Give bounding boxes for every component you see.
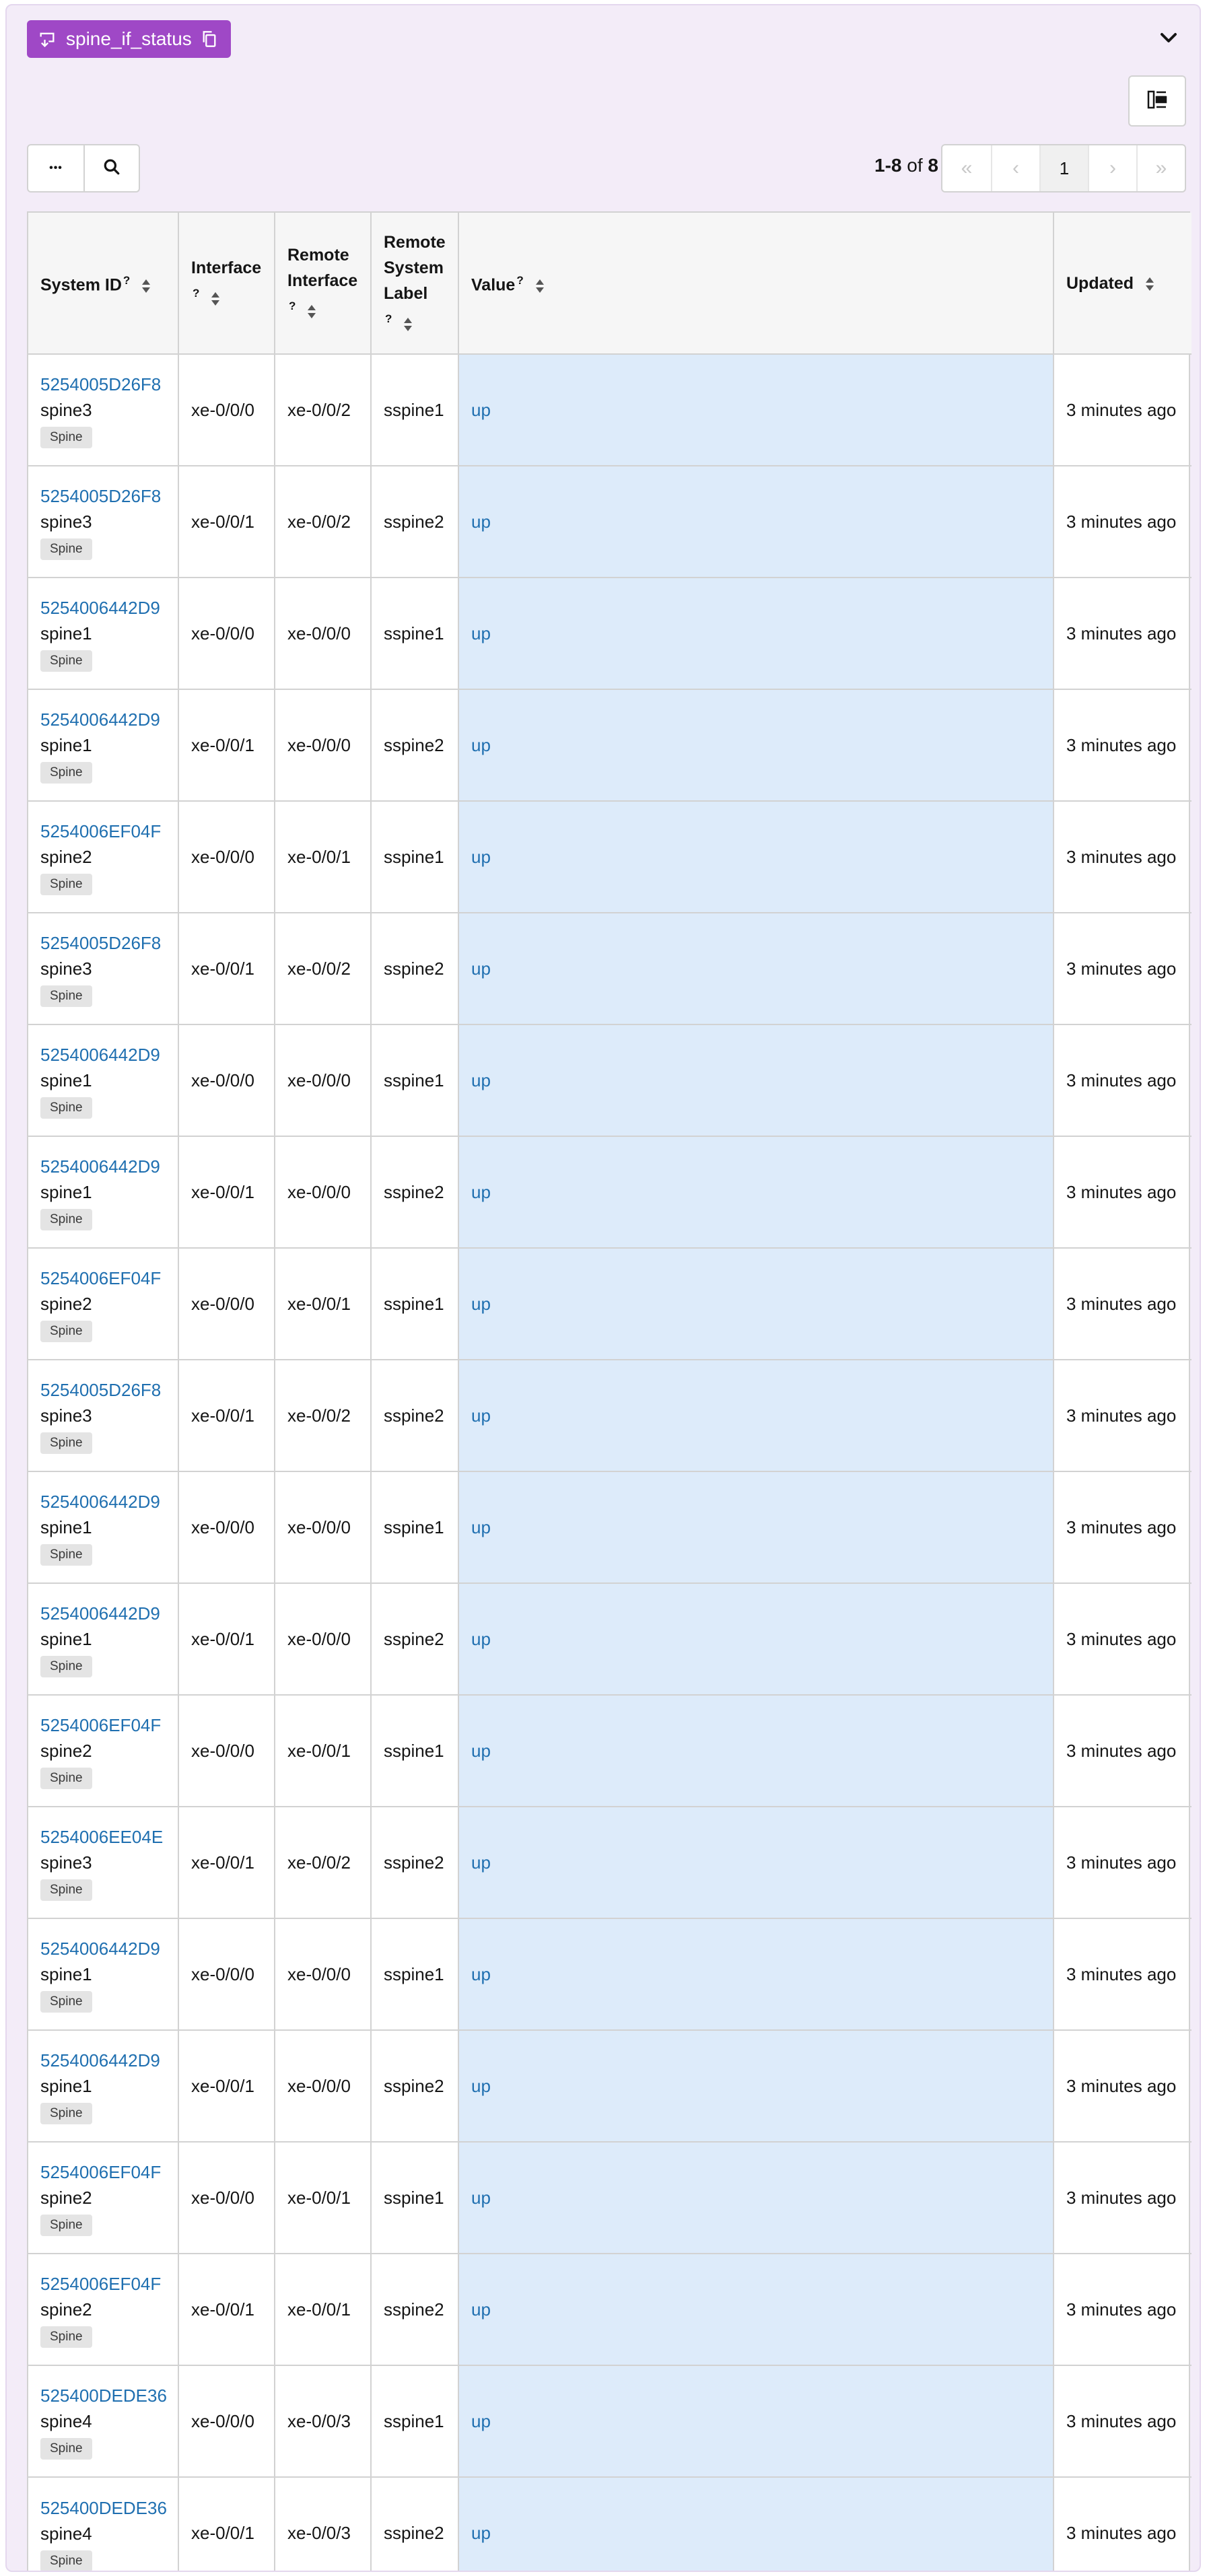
cell-remote-interface: xe-0/0/2 — [275, 1807, 371, 1918]
cell-updated: 3 minutes ago — [1053, 689, 1191, 801]
system-id-link[interactable]: 5254006EE04E — [40, 1827, 164, 1847]
cell-remote-interface: xe-0/0/0 — [275, 1918, 371, 2030]
column-label: Remote System Label — [384, 233, 446, 304]
pagination-range: 1-8 — [874, 155, 902, 176]
column-header-system-id[interactable] — [28, 213, 178, 354]
cell-updated: 3 minutes ago — [1053, 1583, 1191, 1695]
cell-value — [458, 2365, 1053, 2477]
cell-value — [458, 1807, 1053, 1918]
column-label: Updated — [1066, 273, 1134, 293]
cell-value — [458, 2030, 1053, 2142]
cell-value — [458, 689, 1053, 801]
help-icon[interactable]: ? — [385, 312, 392, 326]
sort-icon[interactable] — [141, 279, 151, 293]
cell-interface: xe-0/0/1 — [178, 913, 275, 1024]
cell-interface: xe-0/0/0 — [178, 1471, 275, 1583]
pagination-total: 8 — [928, 155, 938, 176]
cell-system — [28, 354, 178, 466]
cell-remote-interface: xe-0/0/1 — [275, 1695, 371, 1807]
cell-remote-system-label: sspine1 — [371, 354, 458, 466]
cell-interface: xe-0/0/1 — [178, 689, 275, 801]
value-link[interactable]: up — [471, 1517, 491, 1537]
role-badge: Spine — [40, 2215, 92, 2236]
cell-remote-system-label: sspine2 — [371, 913, 458, 1024]
last-page-button[interactable]: » — [1136, 145, 1185, 191]
column-label: Value — [471, 275, 516, 295]
cell-remote-interface: xe-0/0/2 — [275, 354, 371, 466]
cell-updated: 3 minutes ago — [1053, 801, 1191, 913]
cell-remote-system-label: sspine2 — [371, 1583, 458, 1695]
cell-updated: 3 minutes ago — [1053, 1918, 1191, 2030]
cell-system — [28, 2254, 178, 2365]
sort-icon[interactable] — [307, 304, 316, 319]
table-row — [28, 913, 1191, 1024]
current-page-button[interactable]: 1 — [1039, 145, 1088, 191]
sort-icon[interactable] — [535, 279, 545, 293]
cell-remote-interface: xe-0/0/2 — [275, 1360, 371, 1471]
system-id-link[interactable]: 5254006442D9 — [40, 1603, 160, 1624]
system-name: spine2 — [40, 2188, 92, 2208]
cell-remote-system-label: sspine2 — [371, 1136, 458, 1248]
prev-page-button[interactable]: ‹ — [991, 145, 1039, 191]
column-header-remote-interface[interactable] — [275, 213, 371, 354]
value-link[interactable]: up — [471, 958, 491, 979]
cell-interface: xe-0/0/0 — [178, 1024, 275, 1136]
search-icon — [103, 158, 120, 179]
cell-interface: xe-0/0/1 — [178, 1583, 275, 1695]
table-row — [28, 1695, 1191, 1807]
value-link[interactable]: up — [471, 2187, 491, 2208]
cell-value — [458, 354, 1053, 466]
cell-updated: 3 minutes ago — [1053, 1471, 1191, 1583]
value-link[interactable]: up — [471, 2299, 491, 2320]
role-badge: Spine — [40, 1656, 92, 1677]
system-name: spine1 — [40, 1517, 92, 1537]
cell-updated: 3 minutes ago — [1053, 578, 1191, 689]
cell-updated: 3 minutes ago — [1053, 466, 1191, 578]
role-badge: Spine — [40, 1991, 92, 2013]
sort-icon[interactable] — [1145, 277, 1154, 291]
cell-remote-interface: xe-0/0/0 — [275, 2030, 371, 2142]
pagination-summary — [874, 155, 938, 176]
cell-remote-interface: xe-0/0/0 — [275, 1024, 371, 1136]
value-link[interactable]: up — [471, 1628, 491, 1649]
cell-value — [458, 1024, 1053, 1136]
system-name: spine2 — [40, 1294, 92, 1314]
cell-value — [458, 578, 1053, 689]
system-id-link[interactable]: 5254005D26F8 — [40, 374, 162, 394]
column-header-value[interactable] — [458, 213, 1053, 354]
cell-remote-interface: xe-0/0/1 — [275, 801, 371, 913]
cell-remote-system-label: sspine1 — [371, 1471, 458, 1583]
collapse-button[interactable] — [1154, 24, 1183, 54]
system-id-link[interactable]: 5254006442D9 — [40, 709, 160, 730]
value-link[interactable]: up — [471, 1740, 491, 1761]
copy-icon[interactable] — [201, 30, 217, 48]
cell-value — [458, 2477, 1053, 2572]
sort-icon[interactable] — [211, 291, 220, 306]
system-id-link[interactable]: 5254006EF04F — [40, 2162, 162, 2182]
table-row — [28, 1360, 1191, 1471]
value-link[interactable]: up — [471, 2075, 491, 2096]
cell-interface: xe-0/0/0 — [178, 354, 275, 466]
widget-title: spine_if_status — [66, 28, 192, 49]
cell-interface: xe-0/0/1 — [178, 2254, 275, 2365]
value-link[interactable]: up — [471, 1852, 491, 1873]
system-name: spine3 — [40, 1405, 92, 1426]
cell-remote-interface: xe-0/0/0 — [275, 689, 371, 801]
system-name: spine2 — [40, 847, 92, 867]
cell-updated: 3 minutes ago — [1053, 2030, 1191, 2142]
cell-system — [28, 1248, 178, 1360]
cell-system — [28, 2030, 178, 2142]
system-id-link[interactable]: 5254006EF04F — [40, 821, 162, 841]
table-row — [28, 1024, 1191, 1136]
cell-value — [458, 801, 1053, 913]
table-toolbar — [27, 144, 140, 193]
table-row — [28, 1136, 1191, 1248]
cell-remote-interface: xe-0/0/1 — [275, 1248, 371, 1360]
column-label: System ID — [40, 275, 122, 295]
cell-value — [458, 913, 1053, 1024]
cell-remote-system-label: sspine1 — [371, 1024, 458, 1136]
cell-remote-system-label: sspine1 — [371, 578, 458, 689]
system-id-link[interactable]: 5254006442D9 — [40, 1045, 160, 1065]
cell-remote-system-label: sspine1 — [371, 801, 458, 913]
export-icon — [38, 30, 57, 48]
cell-system — [28, 1024, 178, 1136]
help-icon[interactable]: ? — [289, 300, 296, 313]
system-name: spine1 — [40, 623, 92, 643]
role-badge: Spine — [40, 874, 92, 895]
table-row — [28, 2142, 1191, 2254]
cell-value — [458, 1918, 1053, 2030]
table-row — [28, 1918, 1191, 2030]
cell-value — [458, 2142, 1053, 2254]
system-name: spine4 — [40, 2411, 92, 2431]
role-badge: Spine — [40, 985, 92, 1007]
value-link[interactable]: up — [471, 2410, 491, 2431]
system-name: spine3 — [40, 512, 92, 532]
layout-icon — [1147, 90, 1167, 112]
sort-icon[interactable] — [403, 317, 413, 332]
cell-interface: xe-0/0/1 — [178, 2477, 275, 2572]
more-label: ••• — [49, 162, 63, 174]
cell-system — [28, 1695, 178, 1807]
data-table — [27, 211, 1190, 2572]
cell-remote-interface: xe-0/0/2 — [275, 913, 371, 1024]
system-name: spine1 — [40, 1070, 92, 1090]
cell-value — [458, 1695, 1053, 1807]
value-link[interactable]: up — [471, 1070, 491, 1090]
cell-remote-system-label: sspine2 — [371, 1807, 458, 1918]
cell-system — [28, 2477, 178, 2572]
cell-updated: 3 minutes ago — [1053, 1024, 1191, 1136]
system-name: spine2 — [40, 1741, 92, 1761]
cell-updated: 3 minutes ago — [1053, 1807, 1191, 1918]
table-row — [28, 801, 1191, 913]
column-label: Remote Interface — [287, 246, 358, 291]
system-name: spine1 — [40, 2076, 92, 2096]
more-options-button[interactable] — [28, 145, 83, 191]
cell-remote-system-label: sspine2 — [371, 2254, 458, 2365]
system-name: spine2 — [40, 2299, 92, 2320]
system-id-link[interactable]: 5254006EF04F — [40, 2274, 162, 2294]
table-row — [28, 354, 1191, 466]
role-badge: Spine — [40, 1768, 92, 1789]
layout-toggle-button[interactable] — [1128, 75, 1186, 127]
cell-updated: 3 minutes ago — [1066, 2523, 1177, 2543]
role-badge: Spine — [40, 762, 92, 784]
cell-remote-interface: xe-0/0/0 — [275, 1471, 371, 1583]
system-id-link[interactable]: 525400DEDE36 — [40, 2497, 167, 2518]
cell-remote-interface: xe-0/0/1 — [275, 2142, 371, 2254]
column-header-remote-system-label[interactable] — [371, 213, 458, 354]
column-header-updated[interactable] — [1053, 213, 1191, 354]
cell-interface: xe-0/0/0 — [178, 1248, 275, 1360]
value-link[interactable]: up — [471, 1405, 491, 1426]
cell-interface: xe-0/0/1 — [178, 1136, 275, 1248]
cell-updated: 3 minutes ago — [1053, 1248, 1191, 1360]
table-row — [28, 578, 1191, 689]
cell-remote-system-label: sspine1 — [371, 1695, 458, 1807]
cell-remote-interface: xe-0/0/3 — [275, 2365, 371, 2477]
cell-system — [28, 1136, 178, 1248]
widget-title-chip[interactable] — [27, 20, 231, 58]
role-badge: Spine — [40, 2438, 92, 2460]
cell-system — [28, 1583, 178, 1695]
cell-remote-system-label: sspine1 — [371, 2365, 458, 2477]
cell-system — [28, 1471, 178, 1583]
value-link[interactable]: up — [471, 734, 491, 755]
cell-remote-interface: xe-0/0/0 — [275, 578, 371, 689]
system-id-link[interactable]: 5254006442D9 — [40, 598, 160, 618]
system-name: spine3 — [40, 1852, 92, 1873]
system-id-link[interactable]: 5254005D26F8 — [40, 933, 162, 953]
role-badge: Spine — [40, 2103, 92, 2124]
value-link[interactable]: up — [471, 511, 491, 532]
role-badge: Spine — [40, 1432, 92, 1454]
cell-remote-system-label: sspine2 — [371, 466, 458, 578]
table-row — [28, 2030, 1191, 2142]
cell-interface: xe-0/0/1 — [178, 1360, 275, 1471]
table-row — [28, 689, 1191, 801]
table-row — [28, 1471, 1191, 1583]
search-button[interactable] — [83, 145, 139, 191]
role-badge: Spine — [40, 1321, 92, 1342]
value-link[interactable]: up — [471, 1963, 491, 1984]
cell-updated: 3 minutes ago — [1053, 2142, 1191, 2254]
cell-updated: 3 minutes ago — [1053, 354, 1191, 466]
column-header-interface[interactable] — [178, 213, 275, 354]
cell-remote-system-label: sspine2 — [371, 1360, 458, 1471]
system-id-link[interactable]: 5254005D26F8 — [40, 486, 162, 506]
table-body — [28, 354, 1191, 2572]
value-link[interactable]: up — [471, 623, 491, 643]
system-id-link[interactable]: 5254006EF04F — [40, 1715, 162, 1735]
cell-interface: xe-0/0/0 — [178, 578, 275, 689]
role-badge: Spine — [40, 2326, 92, 2348]
cell-value — [458, 1471, 1053, 1583]
cell-remote-interface: xe-0/0/2 — [275, 466, 371, 578]
value-link[interactable]: up — [471, 846, 491, 867]
system-id-link[interactable]: 5254005D26F8 — [40, 1380, 162, 1400]
cell-system — [28, 578, 178, 689]
widget-panel — [5, 4, 1201, 2572]
help-icon[interactable]: ? — [516, 274, 524, 287]
cell-remote-interface: xe-0/0/0 — [275, 1136, 371, 1248]
table-row — [28, 1248, 1191, 1360]
cell-interface: xe-0/0/0 — [178, 2365, 275, 2477]
role-badge: Spine — [40, 650, 92, 672]
table-row — [28, 466, 1191, 578]
cell-remote-system-label: sspine2 — [371, 2477, 458, 2572]
cell-system — [28, 1918, 178, 2030]
system-name: spine1 — [40, 735, 92, 755]
role-badge: Spine — [40, 1209, 92, 1230]
cell-remote-system-label: sspine2 — [371, 689, 458, 801]
system-id-link[interactable]: 525400DEDE36 — [40, 2386, 167, 2406]
cell-value — [458, 1248, 1053, 1360]
table-row — [28, 2365, 1191, 2477]
cell-updated: 3 minutes ago — [1053, 2254, 1191, 2365]
cell-value — [458, 1360, 1053, 1471]
cell-remote-interface: xe-0/0/3 — [275, 2477, 371, 2572]
role-badge: Spine — [40, 427, 92, 448]
help-icon[interactable]: ? — [123, 274, 131, 287]
system-id-link[interactable]: 5254006442D9 — [40, 1939, 160, 1959]
chevron-down-icon — [1160, 32, 1177, 47]
cell-system — [28, 466, 178, 578]
table-row — [28, 1583, 1191, 1695]
system-id-link[interactable]: 5254006442D9 — [40, 2050, 160, 2070]
role-badge: Spine — [40, 1544, 92, 1566]
cell-system — [28, 2365, 178, 2477]
system-name: spine3 — [40, 400, 92, 420]
pagination-controls — [941, 144, 1186, 193]
cell-remote-system-label: sspine1 — [371, 1918, 458, 2030]
pagination-of: of — [907, 155, 923, 176]
cell-remote-interface: xe-0/0/0 — [275, 1583, 371, 1695]
system-id-link[interactable]: 5254006442D9 — [40, 1156, 160, 1177]
role-badge: Spine — [40, 1097, 92, 1119]
cell-interface: xe-0/0/0 — [178, 2142, 275, 2254]
cell-remote-interface: xe-0/0/1 — [275, 2254, 371, 2365]
role-badge: Spine — [40, 2550, 92, 2572]
system-name: spine4 — [40, 2523, 92, 2544]
table-row — [28, 2477, 1191, 2572]
cell-value — [458, 2254, 1053, 2365]
cell-system — [28, 689, 178, 801]
cell-updated: 3 minutes ago — [1053, 1360, 1191, 1471]
cell-updated: 3 minutes ago — [1053, 1695, 1191, 1807]
system-name: spine3 — [40, 959, 92, 979]
cell-value — [458, 466, 1053, 578]
cell-value — [458, 1136, 1053, 1248]
table-row — [28, 2254, 1191, 2365]
cell-system — [28, 1360, 178, 1471]
system-name: spine1 — [40, 1182, 92, 1202]
cell-remote-system-label: sspine1 — [371, 2142, 458, 2254]
value-link[interactable]: up — [471, 399, 491, 420]
cell-interface: xe-0/0/0 — [178, 1695, 275, 1807]
cell-interface: xe-0/0/1 — [178, 1807, 275, 1918]
next-page-button[interactable]: › — [1088, 145, 1136, 191]
cell-value — [458, 1583, 1053, 1695]
cell-interface: xe-0/0/0 — [178, 1918, 275, 2030]
cell-updated: 3 minutes ago — [1053, 1136, 1191, 1248]
value-link[interactable]: up — [471, 1293, 491, 1314]
system-name: spine1 — [40, 1964, 92, 1984]
cell-remote-system-label: sspine2 — [371, 2030, 458, 2142]
cell-interface: xe-0/0/1 — [178, 466, 275, 578]
system-id-link[interactable]: 5254006442D9 — [40, 1492, 160, 1512]
value-link[interactable]: up — [471, 2523, 491, 2543]
system-name: spine1 — [40, 1629, 92, 1649]
system-id-link[interactable]: 5254006EF04F — [40, 1268, 162, 1288]
cell-system — [28, 1807, 178, 1918]
value-link[interactable]: up — [471, 1181, 491, 1202]
role-badge: Spine — [40, 1879, 92, 1901]
cell-system — [28, 2142, 178, 2254]
cell-interface: xe-0/0/1 — [178, 2030, 275, 2142]
cell-system — [28, 801, 178, 913]
role-badge: Spine — [40, 538, 92, 560]
cell-updated: 3 minutes ago — [1053, 913, 1191, 1024]
cell-system — [28, 913, 178, 1024]
cell-interface: xe-0/0/0 — [178, 801, 275, 913]
cell-updated: 3 minutes ago — [1053, 2365, 1191, 2477]
column-label: Interface — [191, 258, 262, 278]
first-page-button[interactable]: « — [961, 157, 973, 179]
help-icon[interactable]: ? — [193, 287, 200, 300]
cell-remote-system-label: sspine1 — [371, 1248, 458, 1360]
table-row — [28, 1807, 1191, 1918]
